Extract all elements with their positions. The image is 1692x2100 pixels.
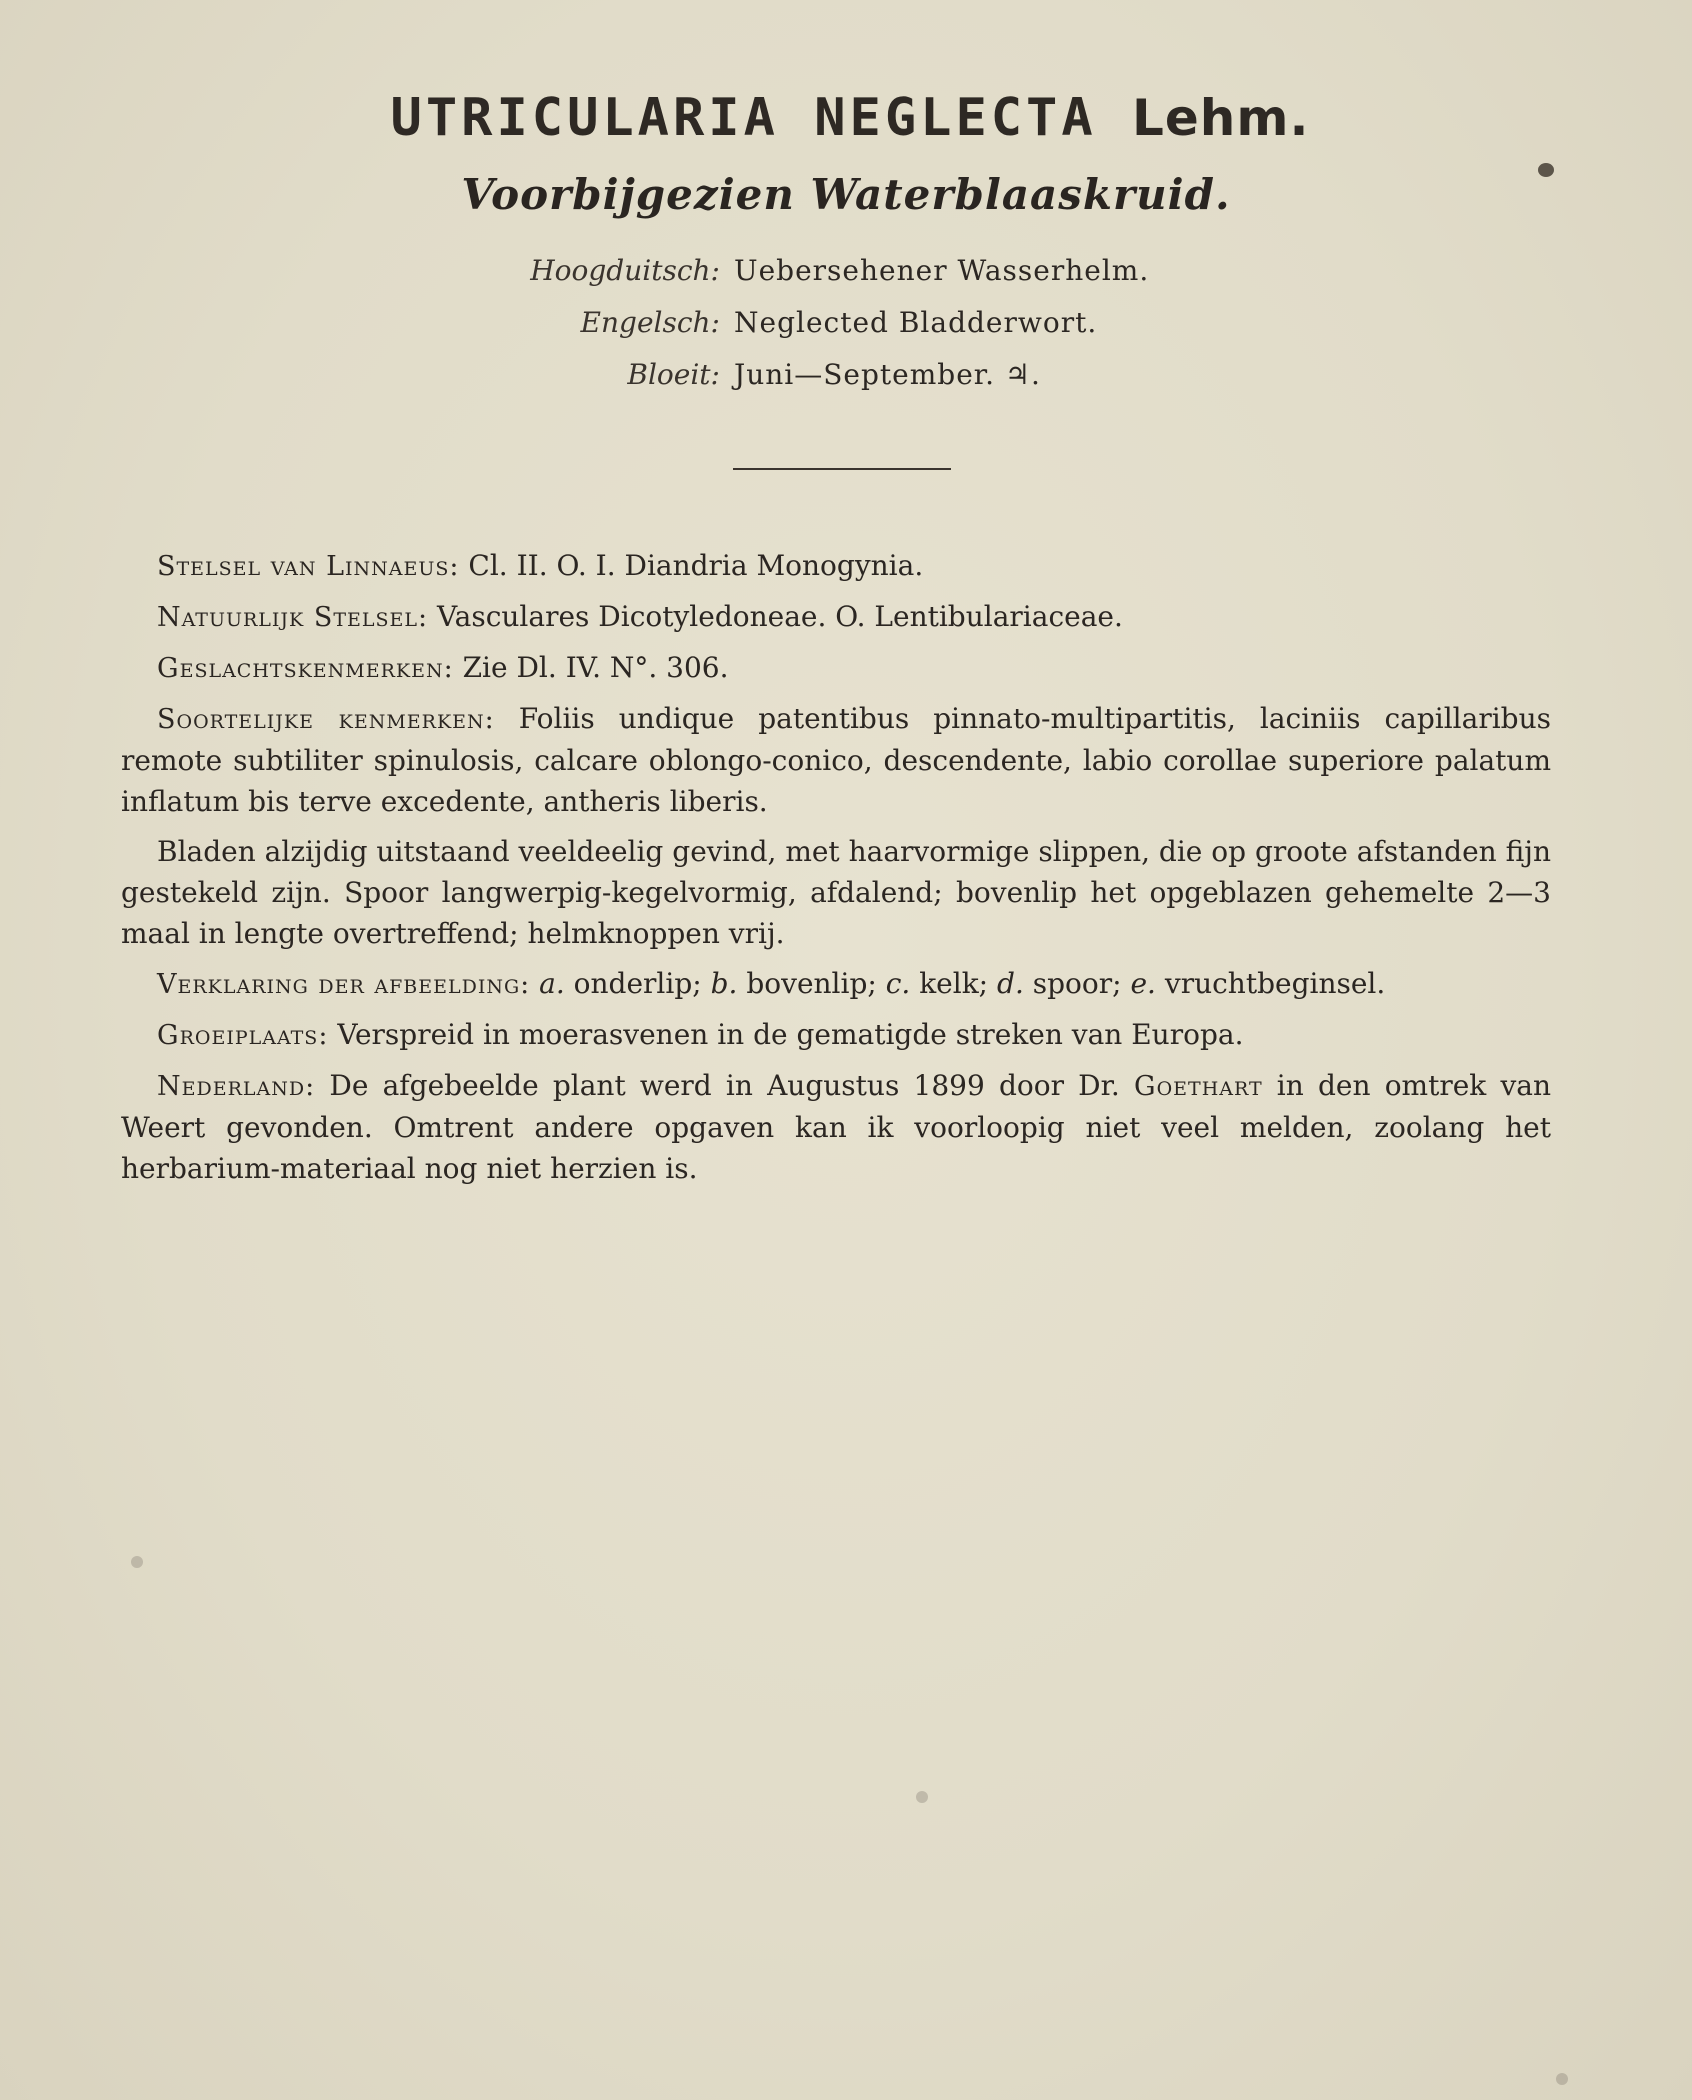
section-text: Zie Dl. IV. N°. 306. — [453, 651, 729, 684]
dutch-name: Voorbijgezien Waterblaaskruid. — [461, 170, 1231, 219]
name-label: Bloeit: — [627, 358, 720, 391]
section-text: Foliis undique patentibus pinnato-multipartitis, laciniis capillaribus remote subtiliter spinulosis, calcare oblongo-conico, descendente, labio corollae superiore palatum inflatum bis terve excedente, antheris liberis. — [121, 702, 1551, 818]
name-row-english — [0, 297, 1692, 349]
name-row-flowering — [0, 349, 1692, 401]
paragraph-netherlands — [121, 1065, 1551, 1189]
legend-key: c. — [885, 967, 911, 1000]
legend-key: b. — [710, 967, 738, 1000]
section-label: Nederland: — [157, 1071, 316, 1102]
paragraph-natural-system — [121, 596, 1551, 638]
legend-text: bovenlip; — [737, 967, 886, 1000]
legend-key: d. — [997, 967, 1024, 1000]
section-label: Verklaring der afbeelding: — [157, 969, 531, 1000]
ink-spot — [916, 1791, 928, 1803]
section-text: Cl. II. O. I. Diandria Monogynia. — [459, 549, 924, 582]
name-row-german — [0, 245, 1692, 297]
ink-spot — [131, 1556, 143, 1568]
section-label: Groeiplaats: — [157, 1020, 329, 1051]
legend-text: kelk; — [910, 967, 998, 1000]
species-author: Lehm. — [1131, 89, 1310, 147]
divider — [733, 468, 951, 470]
legend-text: vruchtbeginsel. — [1155, 967, 1386, 1000]
header — [0, 88, 1692, 401]
name-value: Neglected Bladderwort. — [734, 306, 1098, 339]
section-text: Vasculares Dicotyledoneae. O. Lentibulariaceae. — [428, 600, 1123, 633]
name-value: Juni—September. ♃. — [734, 358, 1041, 391]
paragraph-genus — [121, 647, 1551, 689]
name-label: Hoogduitsch: — [530, 254, 720, 287]
legend-text: onderlip; — [564, 967, 711, 1000]
paragraph-figure-legend — [121, 963, 1551, 1005]
section-label: Soortelijke kenmerken: — [157, 704, 495, 735]
section-text: Verspreid in moerasvenen in de gematigde streken van Europa. — [328, 1018, 1244, 1051]
section-label: Stelsel van Linnaeus: — [157, 551, 460, 582]
paragraph-species — [121, 698, 1551, 822]
legend-key: a. — [539, 967, 565, 1000]
paragraph-linnaeus — [121, 545, 1551, 587]
person-name: Goethart — [1134, 1071, 1263, 1102]
legend-key: e. — [1130, 967, 1156, 1000]
section-text: De afgebeelde plant werd in Augustus 1899 door Dr. — [315, 1069, 1134, 1102]
page-title — [0, 88, 1692, 148]
common-names — [0, 245, 1692, 401]
paragraph-habitat — [121, 1014, 1551, 1056]
section-label: Geslachtskenmerken: — [157, 653, 454, 684]
section-text: in den omtrek van Weert gevonden. Omtrent andere opgaven kan ik voorloopig niet veel melden, zoolang het herbarium-materiaal nog niet herzien is. — [121, 1069, 1552, 1185]
description — [121, 545, 1551, 1198]
ink-spot — [1556, 2073, 1568, 2085]
name-value: Uebersehener Wasserhelm. — [734, 254, 1150, 287]
species-name: UTRICULARIA NEGLECTA — [390, 88, 1097, 148]
paragraph-leaves: Bladen alzijdig uitstaand veeldeelig gevind, met haarvormige slippen, die op groote afstanden fijn gestekeld zijn. Spoor langwerpig-kegelvormig, afdalend; bovenlip het opgeblazen gehemelte 2—3 maal in lengte overtreffend; helmknoppen vrij. — [121, 835, 1551, 950]
section-label: Natuurlijk Stelsel: — [157, 602, 429, 633]
name-label: Engelsch: — [580, 306, 720, 339]
legend-text: spoor; — [1023, 967, 1131, 1000]
